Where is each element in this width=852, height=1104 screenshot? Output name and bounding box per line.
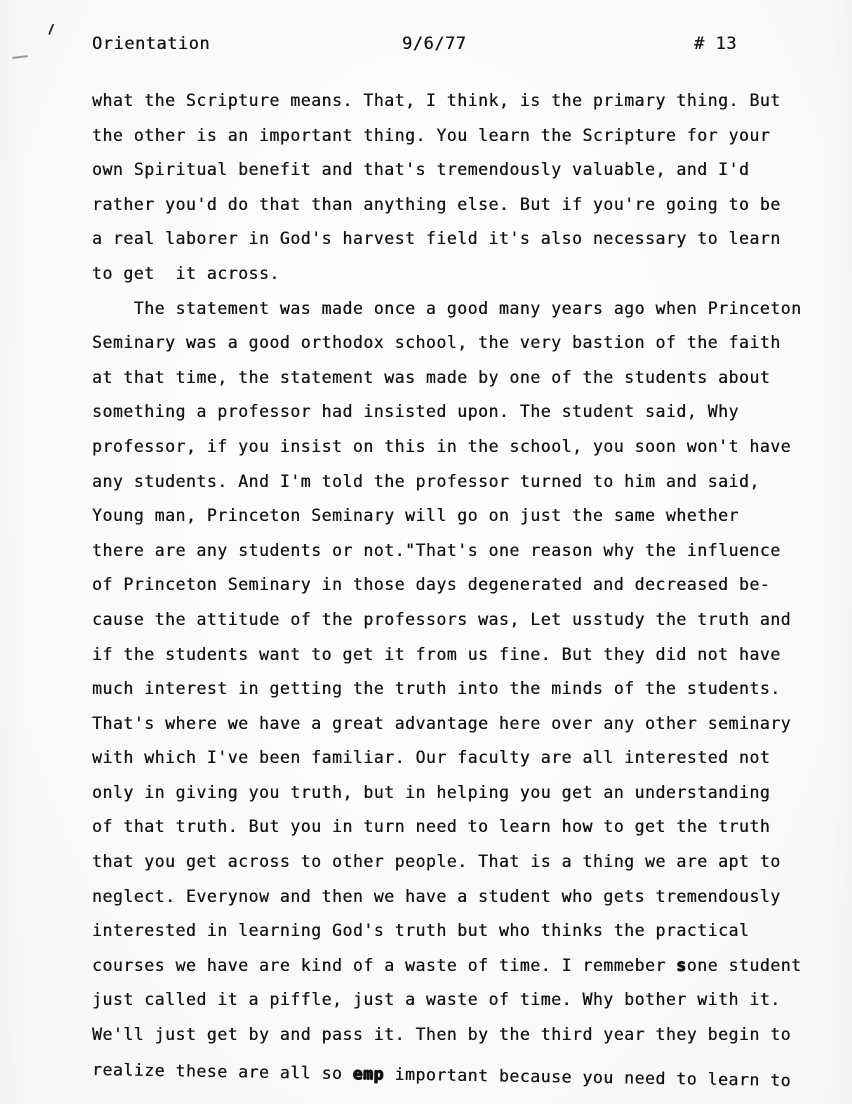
typed-line xyxy=(92,707,816,742)
typed-line xyxy=(92,672,816,707)
typed-text: courses we have are kind of a waste of time. I remmeber xyxy=(92,955,677,975)
typed-line xyxy=(92,810,816,845)
typed-line xyxy=(92,568,816,603)
typed-text: one student xyxy=(686,955,802,975)
pen-mark xyxy=(48,23,58,36)
typed-line xyxy=(92,603,816,638)
typed-text: The statement was made once a good many years ago when Princeton xyxy=(92,298,802,318)
typed-text: at that time, the statement was made by one of the students about xyxy=(92,367,771,387)
typed-text: Seminary was a good orthodox school, the very bastion of the faith xyxy=(92,333,781,353)
typed-text: something a professor had insisted upon. The student said, Why xyxy=(92,402,739,422)
typed-text: interested in learning God's truth but who thinks the practical xyxy=(92,921,750,941)
typed-text: what the Scripture means. That, I think, is the primary thing. But xyxy=(92,91,781,110)
typed-text: professor, if you insist on this in the school, you soon won't have xyxy=(92,436,792,456)
typed-text: cause the attitude of the professors was, Let usstudy the truth and xyxy=(92,609,792,629)
header-page-number: # 13 xyxy=(694,34,737,54)
typed-line xyxy=(92,638,816,673)
typed-text: the other is an important thing. You learn the Scripture for your xyxy=(92,125,771,145)
overstruck-text: emp xyxy=(352,1063,385,1084)
typed-text: to get it across. xyxy=(92,263,280,283)
typed-text: own Spiritual benefit and that's tremendously valuable, and I'd xyxy=(92,160,750,180)
header-title: Orientation xyxy=(92,34,211,54)
typed-text: that you get across to other people. That is a thing we are apt to xyxy=(92,852,781,872)
typed-line xyxy=(92,914,816,949)
typed-body-text xyxy=(91,84,816,1090)
typed-line xyxy=(92,153,816,188)
typed-text: any students. And I'm told the professor turned to him and said, xyxy=(92,471,760,491)
typed-text: realize these are all so xyxy=(91,1059,353,1083)
typed-line xyxy=(92,430,816,465)
typed-text: That's where we have a great advantage here over any other seminary xyxy=(92,713,792,733)
typed-line xyxy=(92,983,816,1018)
scan-artifact xyxy=(12,55,28,59)
typed-text: only in giving you truth, but in helping you get an understanding xyxy=(92,782,771,802)
typed-text: rather you'd do that than anything else. But if you're going to be xyxy=(92,194,781,214)
typed-line xyxy=(92,499,816,534)
overstruck-text: s xyxy=(676,955,687,975)
typed-line xyxy=(92,119,816,154)
typed-line xyxy=(92,534,816,569)
typed-text: with which I've been familiar. Our faculty are all interested not xyxy=(92,748,771,768)
typed-line xyxy=(92,845,816,880)
typed-text: just called it a piffle, just a waste of time. Why bother with it. xyxy=(92,990,781,1010)
typed-text: neglect. Everynow and then we have a student who gets tremendously xyxy=(92,886,781,906)
typed-text: of that truth. But you in turn need to learn how to get the truth xyxy=(92,817,771,837)
typed-line xyxy=(92,395,816,430)
typed-text: if the students want to get it from us fine. But they did not have xyxy=(92,644,781,664)
typed-line xyxy=(92,361,816,396)
typed-text: there are any students or not."That's one reason why the influence xyxy=(92,540,781,560)
typed-line xyxy=(92,292,816,327)
typed-line xyxy=(92,326,816,361)
typed-line xyxy=(92,880,816,915)
typed-line xyxy=(92,465,816,500)
typed-text: We'll just get by and pass it. Then by the third year they begin to xyxy=(92,1025,792,1045)
typed-line xyxy=(92,188,816,223)
typed-text: of Princeton Seminary in those days degenerated and decreased be- xyxy=(92,575,771,595)
header-date: 9/6/77 xyxy=(402,34,467,54)
typed-line xyxy=(92,776,816,811)
typed-text: important because you need to learn to xyxy=(383,1064,792,1090)
typed-line xyxy=(92,84,816,119)
typed-line xyxy=(92,222,816,257)
typed-line xyxy=(92,257,816,292)
typed-line xyxy=(92,1018,816,1053)
typed-text: a real laborer in God's harvest field it's also necessary to learn xyxy=(92,229,781,249)
typed-text: much interest in getting the truth into the minds of the students. xyxy=(92,679,781,699)
typed-text: Young man, Princeton Seminary will go on just the same whether xyxy=(92,506,739,526)
typed-line xyxy=(92,741,816,776)
typed-line xyxy=(92,1053,816,1099)
typed-line xyxy=(92,949,816,984)
